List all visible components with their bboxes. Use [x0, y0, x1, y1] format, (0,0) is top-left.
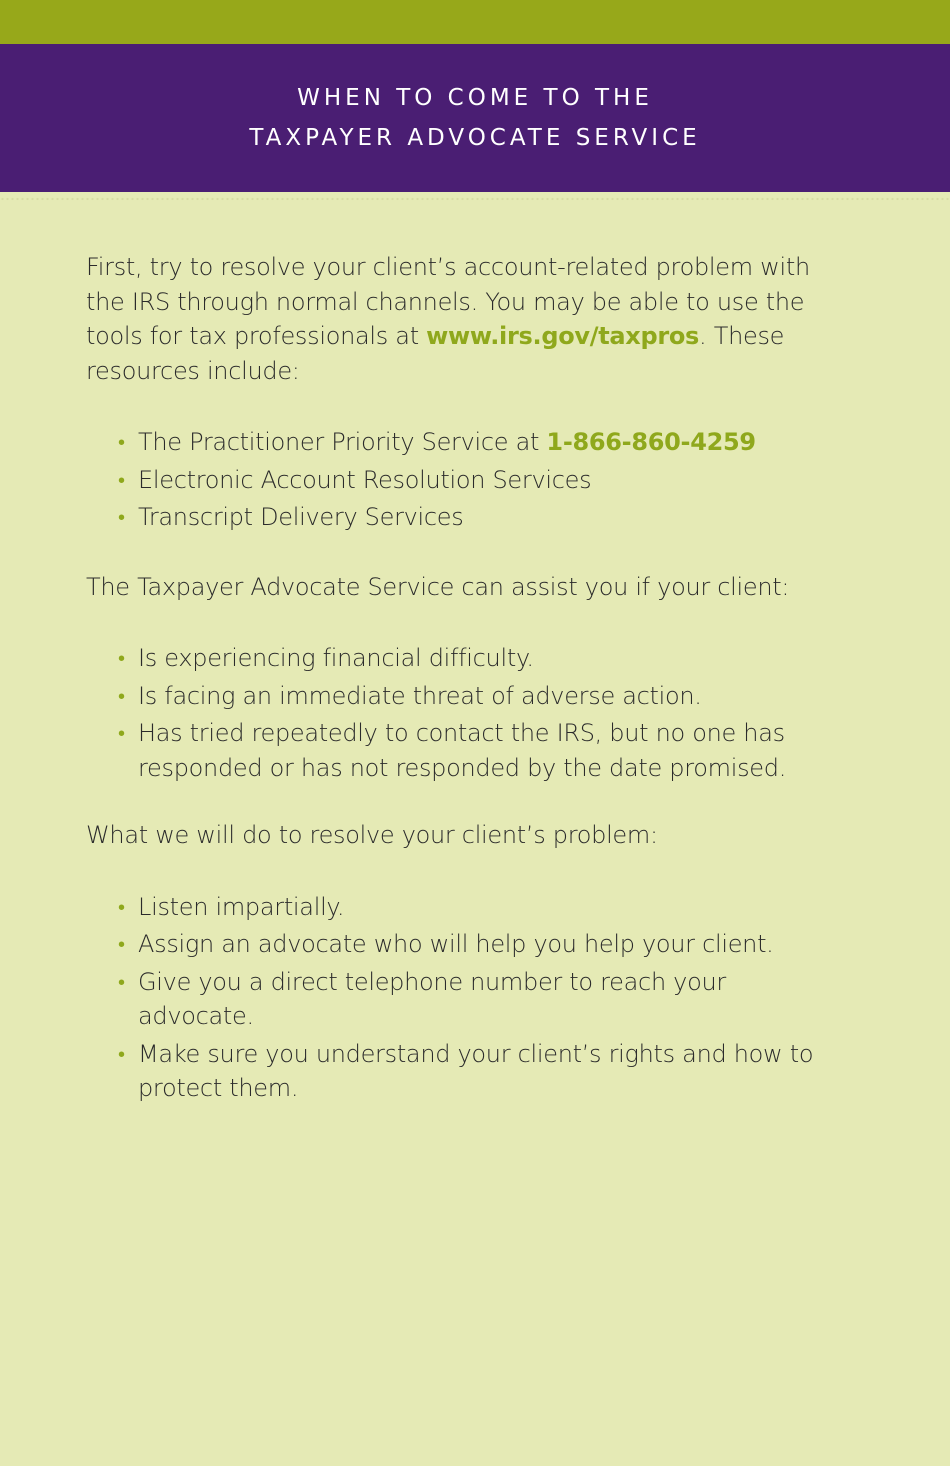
resolve-item-text: Make sure you understand your client’s rights and how to protect them.: [138, 1039, 814, 1102]
resolve-item-text: Give you a direct telephone number to reach your advocate.: [138, 967, 726, 1030]
list-item: [118, 679, 846, 714]
resolve-item-text: Listen impartially.: [138, 892, 345, 921]
list-item: [118, 463, 846, 498]
resolve-item-text: Assign an advocate who will help you help your client.: [138, 930, 774, 958]
bullet-icon: •: [118, 969, 125, 994]
top-accent-stripe: [0, 0, 950, 44]
bullet-icon: •: [118, 932, 125, 956]
intro-text-after-link: . These resources include:: [86, 322, 785, 385]
practitioner-phone-number[interactable]: 1-866-860-4259: [546, 428, 756, 456]
list-item: [118, 927, 846, 962]
assist-item-text: Has tried repeatedly to contact the IRS, but no one has responded or has not responded by the date promised.: [138, 719, 787, 782]
assist-item-text: Is facing an immediate threat of adverse action.: [138, 681, 702, 710]
assist-item-text: Is experiencing financial difficulty.: [138, 644, 534, 672]
dotted-divider: [0, 196, 950, 202]
bullet-icon: •: [118, 894, 125, 919]
assist-list: [86, 641, 846, 785]
bullet-icon: •: [118, 721, 125, 745]
resource-label: The Practitioner Priority Service at: [138, 428, 547, 456]
bullet-icon: •: [118, 1041, 125, 1066]
page-title-line-2: TAXPAYER ADVOCATE SERVICE: [249, 125, 701, 151]
list-item: [118, 716, 846, 785]
resolve-list: [86, 890, 846, 1106]
bullet-icon: •: [118, 430, 125, 454]
header-banner: [0, 44, 950, 192]
main-content: [86, 250, 846, 1106]
bullet-icon: •: [118, 683, 125, 708]
list-item: [118, 425, 846, 460]
assist-heading: The Taxpayer Advocate Service can assist you if your client:: [86, 572, 790, 601]
list-item: [118, 500, 846, 535]
intro-paragraph: [86, 250, 846, 388]
intro-text-before-link: First, try to resolve your client’s account-related problem with the IRS through normal channels. You may be able to use the tools for tax professionals at: [86, 253, 810, 350]
bullet-icon: •: [118, 646, 125, 670]
list-item: [118, 641, 846, 676]
resources-list: [86, 425, 846, 535]
list-item: [118, 890, 846, 925]
list-item: [118, 965, 846, 1034]
page-title-line-1: WHEN TO COME TO THE: [297, 85, 653, 111]
bullet-icon: •: [118, 505, 125, 529]
list-item: [118, 1037, 846, 1106]
resource-label: Electronic Account Resolution Services: [138, 465, 592, 494]
bullet-icon: •: [118, 467, 125, 492]
resolve-heading: What we will do to resolve your client’s problem:: [86, 821, 658, 849]
resource-label: Transcript Delivery Services: [138, 503, 464, 531]
taxpros-link[interactable]: www.irs.gov/taxpros: [426, 322, 700, 350]
